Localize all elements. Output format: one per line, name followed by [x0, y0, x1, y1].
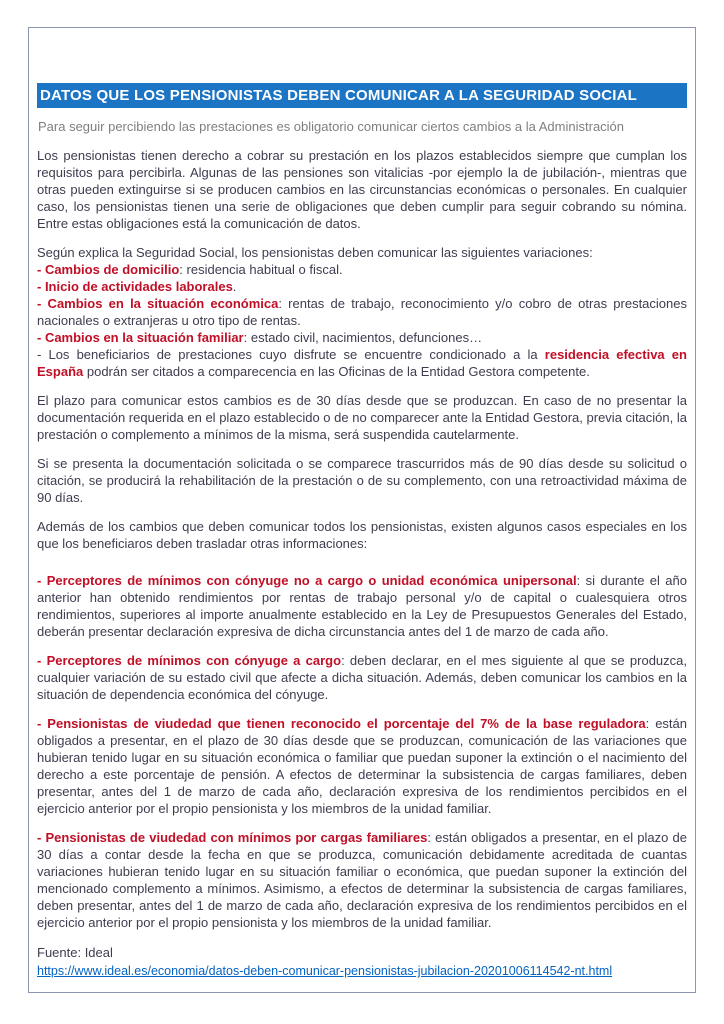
page-title: DATOS QUE LOS PENSIONISTAS DEBEN COMUNICAR A LA SEGURIDAD SOCIAL	[40, 87, 638, 104]
variation-item	[37, 278, 687, 295]
deadline-paragraph: El plazo para comunicar estos cambios es de 30 días desde que se produzcan. En caso de no presentar la documentación requerida en el plazo establecido o de no comparecer ante la Entidad Gestora, previa citación, la prestación o complemento a mínimos de la misma, será suspendida cautelarmente.	[37, 393, 687, 442]
variation-highlight: - Cambios en la situación económica	[37, 296, 279, 311]
intro-paragraph: Los pensionistas tienen derecho a cobrar su prestación en los plazos establecidos siempre que cumplan los requisitos para percibirla. Algunas de las pensiones son vitalicias -por ejemplo la de jubilación-, mientras que otras pueden extinguirse si se producen cambios en las circunstancias económicas o personales. En cualquier caso, los pensionistas tienen una serie de obligaciones que deben cumplir para seguir cobrando su nómina. Entre estas obligaciones está la comunicación de datos.	[37, 148, 687, 231]
variation-item	[37, 329, 687, 346]
variation-highlight: - Cambios de domicilio	[37, 262, 180, 277]
variation-highlight: - Cambios en la situación familiar	[37, 330, 244, 345]
special-case-paragraph	[37, 652, 687, 703]
variation-item	[37, 346, 687, 380]
special-case-text: : están obligados a presentar, en el plazo de 30 días desde que se produzcan, comunicación de las variaciones que hubieran tenido lugar en su situación económica o familiar que puedan suponer la extinción o el nacimiento del derecho a este porcentaje de pensión. A efectos de determinar la subsistencia de cargas familiares, deben presentar, antes del 1 de marzo de cada año, declaración expresiva de los rendimientos percibidos en el ejercicio anterior por el propio pensionista y los miembros de la unidad familiar.	[37, 716, 687, 816]
special-case-paragraph	[37, 572, 687, 640]
special-case-paragraph	[37, 829, 687, 931]
variation-text: .	[232, 279, 237, 294]
variation-text: : rentas de trabajo, reconocimiento y/o cobro de otras prestaciones nacionales o extranjeras u otro tipo de rentas.	[37, 296, 687, 328]
variations-block	[37, 244, 687, 380]
special-case-text: : si durante el año anterior han obtenido rendimientos por rentas de trabajo personal y/o de capital o cualesquiera otros rendimientos, superiores al importe anualmente establecido en la Ley de Presupuestos Generales del Estado, deberán presentar declaración expresiva de dicha circunstancia antes del 1 de marzo de cada año.	[37, 573, 687, 639]
variation-text: - Los beneficiarios de prestaciones cuyo disfrute se encuentre condicionado a la	[37, 347, 545, 362]
special-case-highlight: - Perceptores de mínimos con cónyuge no a cargo o unidad económica unipersonal	[37, 573, 577, 588]
variation-highlight: residencia efectiva en España	[37, 347, 687, 379]
subtitle: Para seguir percibiendo las prestaciones es obligatorio comunicar ciertos cambios a la Administración	[38, 119, 625, 134]
variation-text: : estado civil, nacimientos, defunciones…	[243, 330, 483, 345]
variation-item	[37, 295, 687, 329]
variations-lead: Según explica la Seguridad Social, los pensionistas deben comunicar las siguientes variaciones:	[37, 245, 593, 260]
special-case-highlight: - Pensionistas de viudedad con mínimos por cargas familiares	[37, 830, 428, 845]
variation-item	[37, 261, 687, 278]
content-frame	[28, 27, 696, 993]
variation-highlight: - Inicio de actividades laborales	[37, 279, 233, 294]
rehabilitation-paragraph: Si se presenta la documentación solicitada o se comparece trascurridos más de 90 días desde su solicitud o citación, se producirá la rehabilitación de la prestación o de su complemento, con una retroactividad máxima de 90 días.	[37, 456, 687, 505]
special-intro-paragraph: Además de los cambios que deben comunicar todos los pensionistas, existen algunos casos especiales en los que los beneficiaros deben trasladar otras informaciones:	[37, 519, 687, 551]
special-case-highlight: - Pensionistas de viudedad que tienen reconocido el porcentaje del 7% de la base reguladora	[37, 716, 646, 731]
special-case-paragraph	[37, 715, 687, 817]
variation-text: podrán ser citados a comparecencia en las Oficinas de la Entidad Gestora competente.	[83, 364, 590, 379]
special-case-highlight: - Perceptores de mínimos con cónyuge a cargo	[37, 653, 342, 668]
title-bar	[37, 83, 687, 108]
source-label: Fuente: Ideal	[37, 945, 113, 960]
special-case-text: : deben declarar, en el mes siguiente al que se produzca, cualquier variación de su estado civil que afecte a dicha situación. Además, deben comunicar los cambios en la situación de dependencia económica del cónyuge.	[37, 653, 687, 702]
variation-text: : residencia habitual o fiscal.	[179, 262, 343, 277]
source-link[interactable]: https://www.ideal.es/economia/datos-deben-comunicar-pensionistas-jubilacion-20201006114542-nt.html	[37, 964, 613, 978]
special-case-text: : están obligados a presentar, en el plazo de 30 días a contar desde la fecha en que se produzca, comunicación debidamente acreditada de cuantas variaciones hubieran tenido lugar en su situación familiar o económica, que puedan suponer la extinción del mencionado complemento a mínimos. Asimismo, a efectos de determinar la subsistencia de cargas familiares, deben presentar, antes del 1 de marzo de cada año, declaración expresiva de los rendimientos percibidos en el ejercicio anterior por el propio pensionista y los miembros de la unidad familiar.	[37, 830, 687, 930]
